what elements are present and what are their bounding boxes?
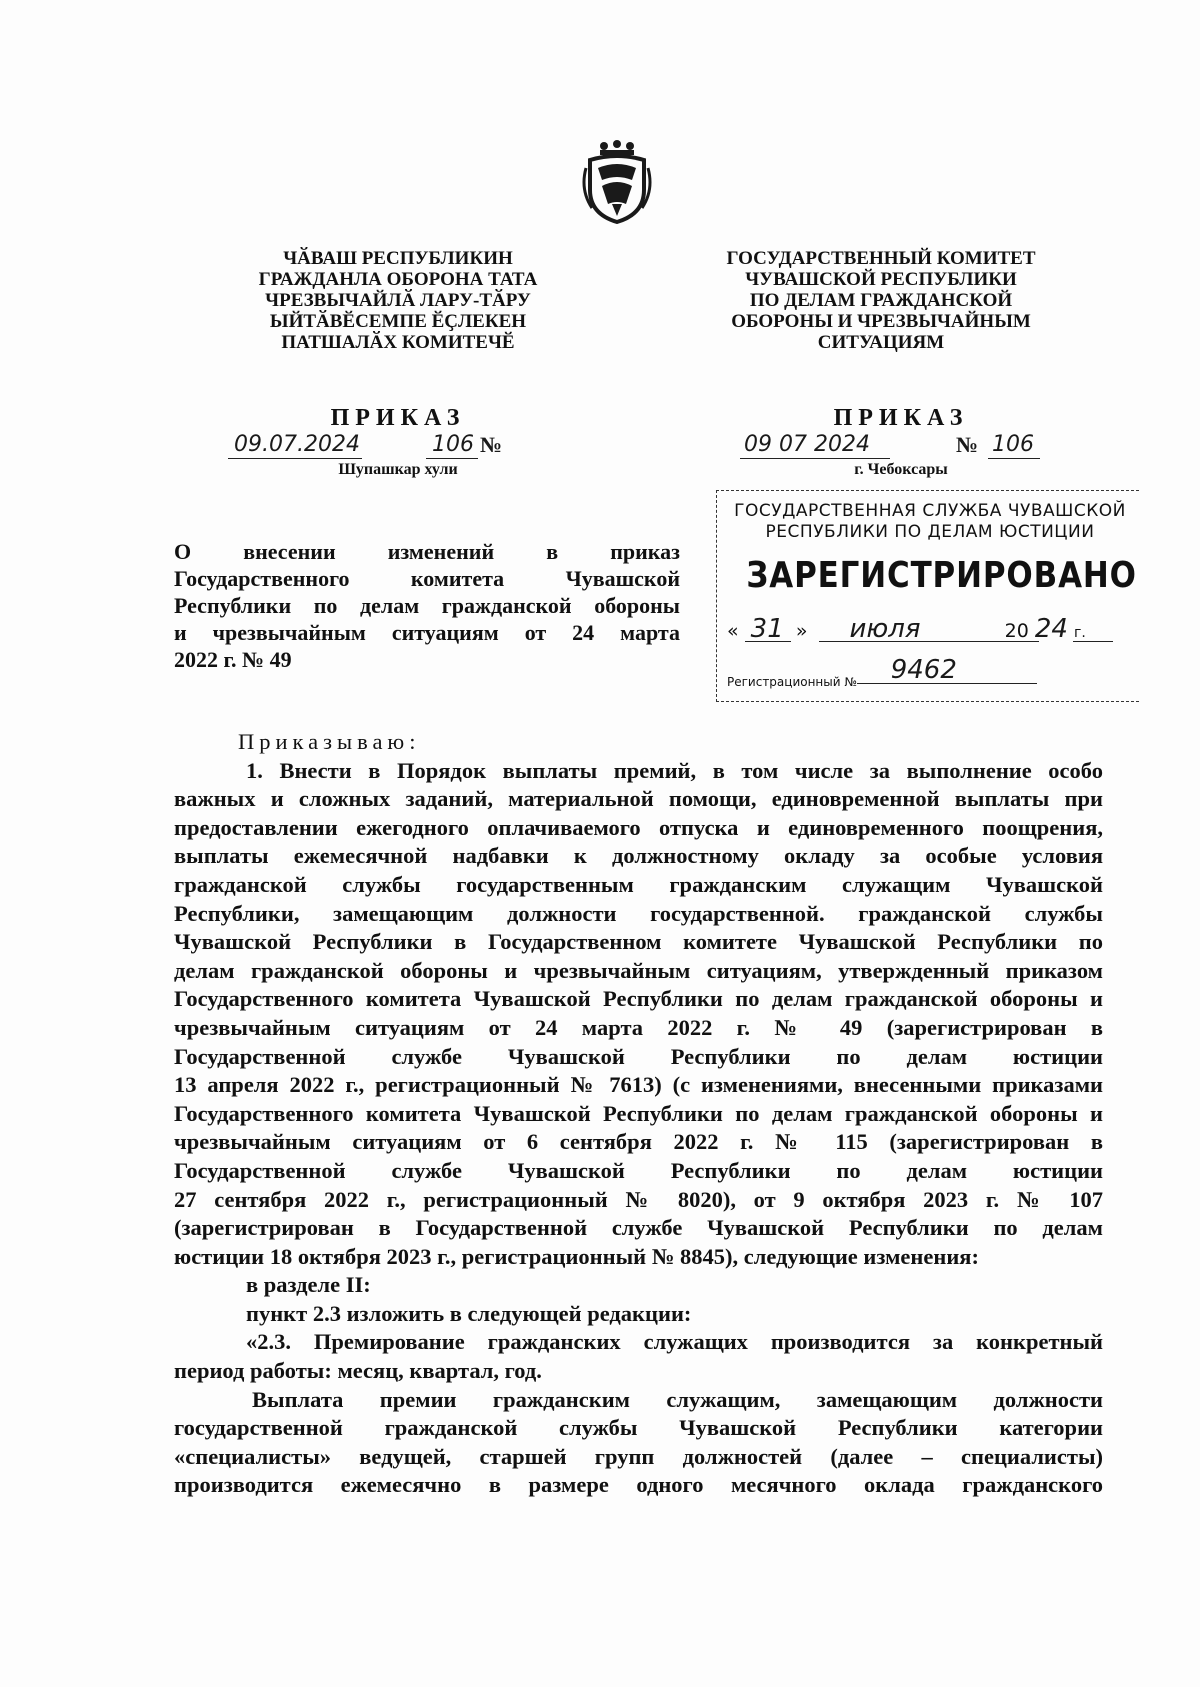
body-line: 1. Внести в Порядок выплаты премий, в том числе за выполнение особо bbox=[246, 757, 1103, 783]
title-line: 2022 г. № 49 bbox=[174, 647, 292, 672]
document-title bbox=[174, 538, 680, 673]
header-left-line: ЧРЕЗВЫЧАЙЛӐ ЛАРУ-ТӐРУ bbox=[265, 290, 531, 311]
body-line: «специалисты» ведущей, старшей групп должностей (далее – специалисты) bbox=[174, 1443, 1103, 1469]
order-title-left: ПРИКАЗ bbox=[330, 405, 466, 431]
stamp-agency-line: РЕСПУБЛИКИ ПО ДЕЛАМ ЮСТИЦИИ bbox=[765, 522, 1095, 542]
body-line: делам гражданской обороны и чрезвычайным ситуациям, утвержденный приказом bbox=[174, 957, 1103, 983]
stamp-month: июля bbox=[849, 614, 921, 644]
header-left-line: ЫЙТӐВӖСЕМПЕ ӖҪЛЕКЕН bbox=[269, 311, 527, 332]
number-underline-right bbox=[988, 458, 1040, 459]
stamp-day-underline bbox=[745, 641, 791, 642]
stamp-registered: ЗАРЕГИСТРИРОВАНО bbox=[746, 555, 1137, 596]
coat-of-arms-emblem bbox=[582, 138, 652, 224]
number-underline-left bbox=[426, 458, 478, 459]
body-line: Государственного комитета Чувашской Республики по делам гражданской обороны и bbox=[174, 986, 1103, 1012]
header-right-line: ОБОРОНЫ И ЧРЕЗВЫЧАЙНЫМ bbox=[731, 311, 1031, 332]
body-line: период работы: месяц, квартал, год. bbox=[174, 1358, 542, 1384]
number-sign-right: № bbox=[956, 432, 979, 457]
place-right: г. Чебоксары bbox=[854, 461, 948, 478]
body-line: важных и сложных заданий, материальной помощи, единовременной выплаты при bbox=[174, 786, 1103, 812]
body-line: юстиции 18 октября 2023 г., регистрационный № 8845), следующие изменения: bbox=[174, 1243, 979, 1269]
body-line: выплаты ежемесячной надбавки к должностному окладу за особые условия bbox=[174, 843, 1103, 869]
body-line: Государственного комитета Чувашской Республики по делам гражданской обороны и bbox=[174, 1100, 1103, 1126]
body-line: в разделе II: bbox=[246, 1272, 371, 1298]
body-line: чрезвычайным ситуациям от 6 сентября 2022 г. № 115 (зарегистрирован в bbox=[174, 1129, 1103, 1155]
body-line: чрезвычайным ситуациям от 24 марта 2022 г. № 49 (зарегистрирован в bbox=[174, 1014, 1103, 1040]
stamp-reg-underline bbox=[857, 683, 1037, 684]
body-line: предоставлении ежегодного оплачиваемого отпуска и единовременного поощрения, bbox=[174, 814, 1103, 840]
order-number-left: 106 bbox=[432, 432, 474, 457]
stamp-agency-line: ГОСУДАРСТВЕННАЯ СЛУЖБА ЧУВАШСКОЙ bbox=[734, 501, 1126, 521]
body-line: пункт 2.3 изложить в следующей редакции: bbox=[246, 1300, 692, 1326]
body-line: Выплата премии гражданским служащим, замещающим должности bbox=[252, 1386, 1103, 1412]
body-line: Чувашской Республики в Государственном комитете Чувашской Республики по bbox=[174, 929, 1103, 955]
body-line: Государственной службе Чувашской Республики по делам юстиции bbox=[174, 1043, 1103, 1069]
registration-stamp bbox=[716, 490, 1139, 702]
stamp-month-underline bbox=[819, 641, 1039, 642]
body-line: 27 сентября 2022 г., регистрационный № 8020), от 9 октября 2023 г. № 107 bbox=[174, 1186, 1103, 1212]
order-date-left: 09.07.2024 bbox=[234, 432, 360, 457]
header-left-chuvash bbox=[233, 248, 563, 353]
stamp-quote-close: » bbox=[795, 620, 808, 642]
header-left-line: ЧӐВАШ РЕСПУБЛИКИН bbox=[283, 248, 513, 269]
header-right-line: ЧУВАШСКОЙ РЕСПУБЛИКИ bbox=[745, 269, 1017, 290]
order-title-right: ПРИКАЗ bbox=[833, 405, 969, 431]
body-line: Республики, замещающим должности государственной. гражданской службы bbox=[174, 900, 1103, 926]
header-right-line: СИТУАЦИЯМ bbox=[817, 332, 945, 353]
body-line: «2.3. Премирование гражданских служащих производится за конкретный bbox=[246, 1329, 1103, 1355]
title-line: Республики по делам гражданской обороны bbox=[174, 593, 680, 618]
stamp-day: 31 bbox=[750, 614, 784, 644]
stamp-agency bbox=[725, 501, 1135, 543]
stamp-reg-number: 9462 bbox=[890, 655, 957, 685]
body-line: производится ежемесячно в размере одного месячного оклада гражданского bbox=[174, 1472, 1103, 1498]
order-number-right: 106 bbox=[992, 432, 1034, 457]
stamp-date-row bbox=[727, 614, 1086, 644]
stamp-year-underline bbox=[1073, 641, 1113, 642]
place-left: Шупашкар хули bbox=[338, 461, 458, 478]
title-line: Государственного комитета Чувашской bbox=[174, 566, 680, 591]
title-line: и чрезвычайным ситуациям от 24 марта bbox=[174, 620, 680, 645]
header-right-line: ГОСУДАРСТВЕННЫЙ КОМИТЕТ bbox=[726, 248, 1036, 269]
header-left-line: ПАТШАЛӐХ КОМИТЕЧӖ bbox=[281, 332, 515, 353]
body-line: государственной гражданской службы Чувашской Республики категории bbox=[174, 1415, 1103, 1441]
date-underline-right bbox=[740, 458, 890, 459]
stamp-reg-label: Регистрационный № bbox=[727, 675, 857, 689]
document-body bbox=[174, 728, 1103, 1500]
order-date-right: 09 07 2024 bbox=[744, 432, 870, 457]
stamp-quote-open: « bbox=[727, 620, 739, 642]
order-word: Приказываю: bbox=[238, 729, 421, 754]
stamp-reg-row bbox=[727, 655, 957, 693]
body-line: Государственной службе Чувашской Республики по делам юстиции bbox=[174, 1157, 1103, 1183]
header-right-line: ПО ДЕЛАМ ГРАЖДАНСКОЙ bbox=[749, 290, 1013, 311]
title-line: О внесении изменений в приказ bbox=[174, 539, 680, 564]
stamp-year-unit: г. bbox=[1074, 625, 1086, 641]
body-line: (зарегистрирован в Государственной службе Чувашской Республики по делам bbox=[174, 1215, 1103, 1241]
date-underline-left bbox=[228, 458, 362, 459]
body-line: 13 апреля 2022 г., регистрационный № 7613) (с изменениями, внесенными приказами bbox=[174, 1072, 1103, 1098]
stamp-year-prefix: 20 bbox=[1004, 620, 1029, 642]
number-sign-left: № bbox=[480, 432, 503, 457]
header-right-russian bbox=[716, 248, 1046, 353]
header-left-line: ГРАЖДАНЛА ОБОРОНА ТАТА bbox=[258, 269, 538, 290]
stamp-year-suffix: 24 bbox=[1034, 614, 1068, 644]
body-line: гражданской службы государственным гражданским служащим Чувашской bbox=[174, 871, 1103, 897]
